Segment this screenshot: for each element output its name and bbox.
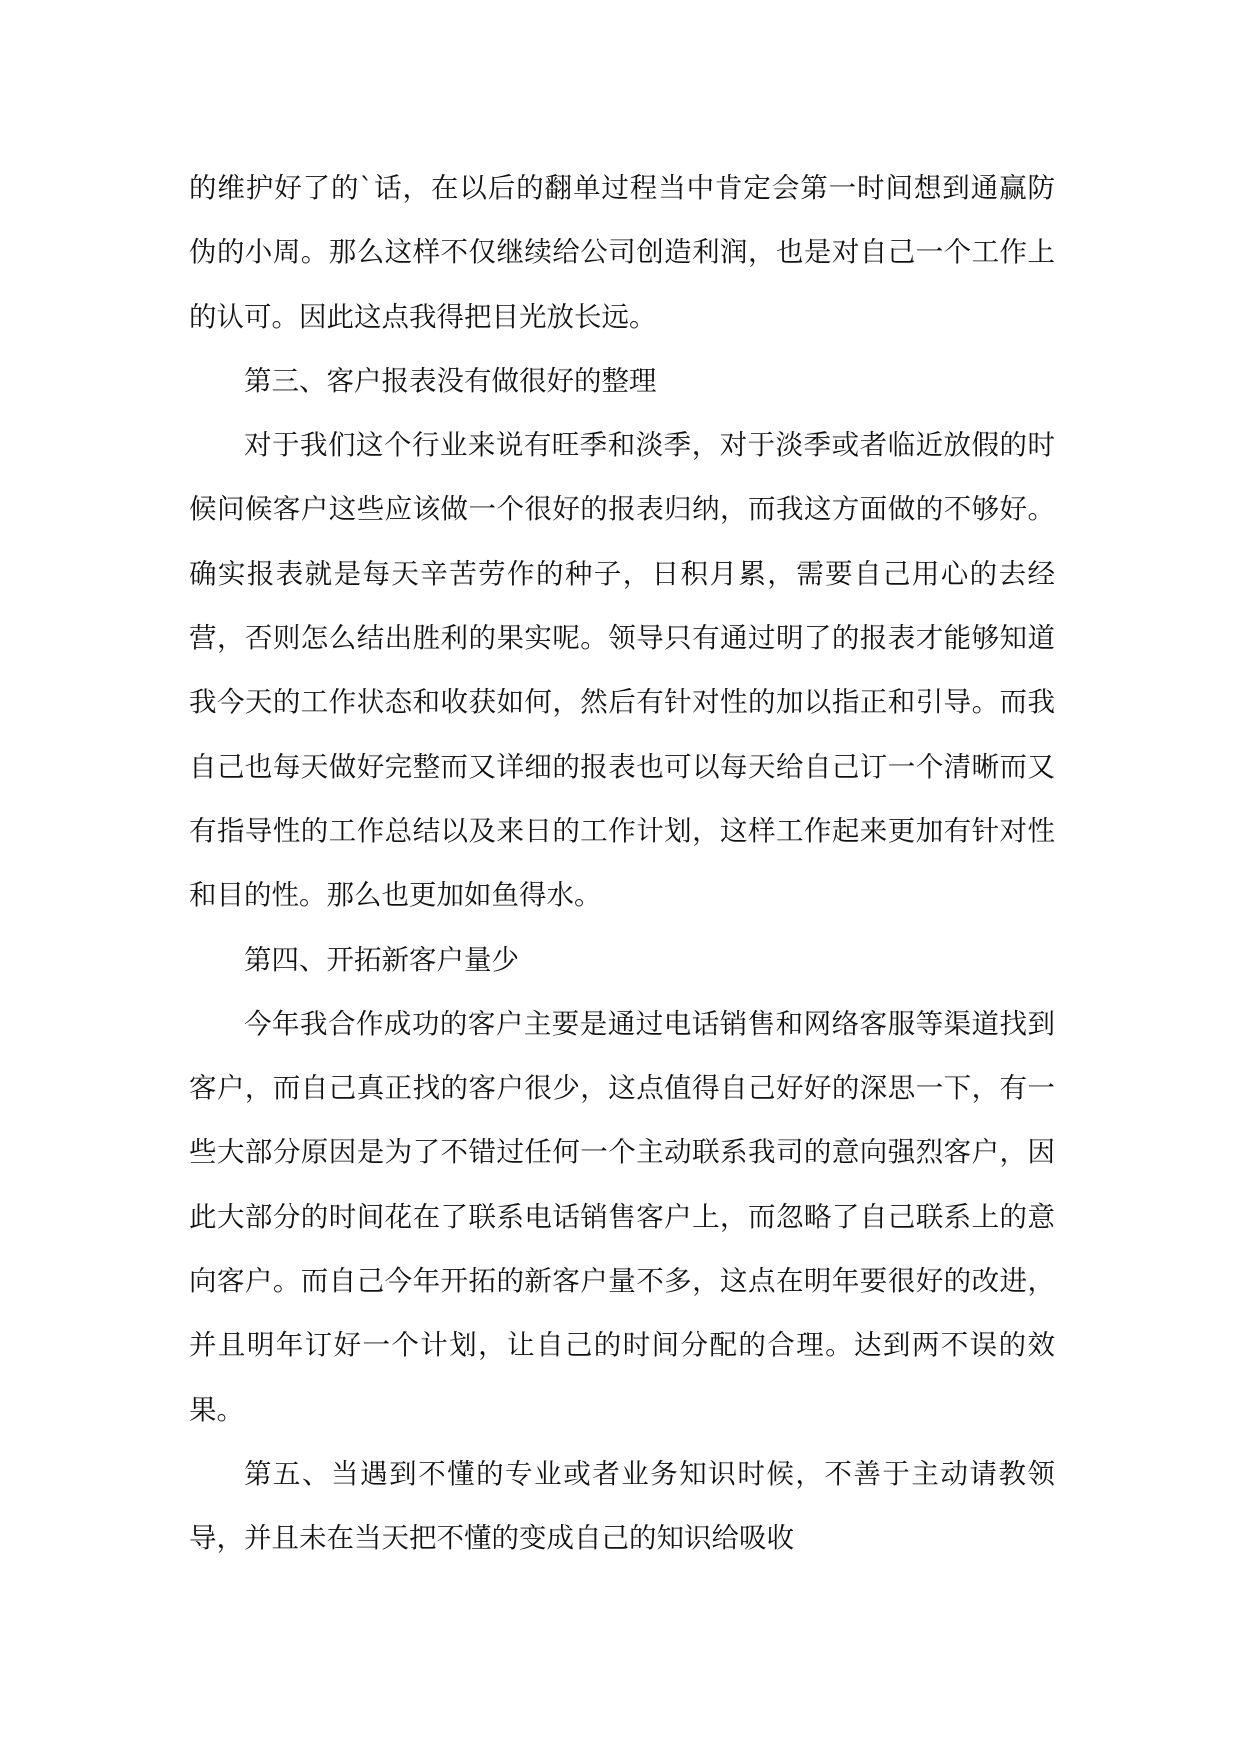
paragraph-reports: 对于我们这个行业来说有旺季和淡季，对于淡季或者临近放假的时候问候客户这些应该做一个很好的报表归纳，而我这方面做的不够好。确实报表就是每天辛苦劳作的种子，日积月累，需要自己用心的去经营，否则怎么结出胜利的果实呢。领导只有通过明了的报表才能够知道我今天的工作状态和收获如何，然后有针对性的加以指正和引导。而我自己也每天做好完整而又详细的报表也可以每天给自己订一个清晰而又有指导性的工作总结以及来日的工作计划，这样工作起来更加有针对性和目的性。那么也更加如鱼得水。 [189,429,1055,912]
paragraph-new-clients: 今年我合作成功的客户主要是通过电话销售和网络客服等渠道找到客户，而自己真正找的客户很少，这点值得自己好好的深思一下，有一些大部分原因是为了不错过任何一个主动联系我司的意向强烈客户，因此大部分的时间花在了联系电话销售客户上，而忽略了自己联系上的意向客户。而自己今年开拓的新客户量不多，这点在明年要很好的改进，并且明年订好一个计划，让自己的时间分配的合理。达到两不误的效果。 [189,1007,1055,1426]
paragraph-continuation: 的维护好了的`话，在以后的翻单过程当中肯定会第一时间想到通赢防伪的小周。那么这样不仅继续给公司创造利润，也是对自己一个工作上的认可。因此这点我得把目光放长远。 [189,172,1055,333]
section-heading-5: 第五、当遇到不懂的专业或者业务知识时候，不善于主动请教领导，并且未在当天把不懂的变成自己的知识给吸收 [189,1457,1055,1555]
section-heading-4: 第四、开拓新客户量少 [244,943,519,976]
section-heading-3: 第三、客户报表没有做很好的整理 [244,364,657,397]
document-body [189,156,1055,1571]
